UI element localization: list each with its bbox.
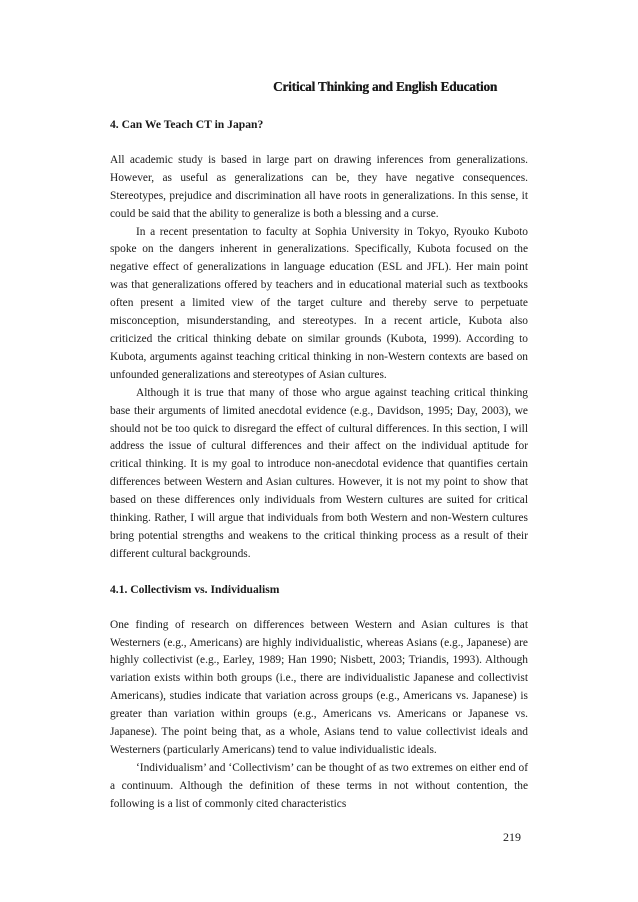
- paragraph: All academic study is based in large part on drawing inferences from generalizations. However, as useful as generalizations can be, they have negative consequences. Stereotypes, prejudice and discrimination all have roots in generalizations. In this sense, it could be said that the ability to generalize is both a blessing and a curse.: [110, 153, 528, 220]
- paragraph: One finding of research on differences between Western and Asian cultures is that Westerners (e.g., Americans) are highly individualistic, whereas Asians (e.g., Japanese) are highly collectivist (e.g., Earley, 1989; Han 1990; Nisbett, 2003; Triandis, 1993). Although variation exists within both groups (i.e., there are individualistic Japanese and collectivist Americans), studies indicate that variation across groups (e.g., Americans vs. Japanese) is greater than variation within groups (e.g., Americans vs. Americans or Japanese vs. Japanese). The point being that, as a whole, Asians tend to value collectivist ideals and Westerners (particularly Americans) tend to value individualistic ideals.: [110, 618, 528, 756]
- section-heading: 4. Can We Teach CT in Japan?: [110, 118, 264, 131]
- paragraph: ‘Individualism’ and ‘Collectivism’ can be thought of as two extremes on either end of a continuum. Although the definition of these terms in not without contention, the following is a list of commonly cited characteristics: [110, 761, 528, 810]
- paragraph: In a recent presentation to faculty at Sophia University in Tokyo, Ryouko Kuboto spoke on the dangers inherent in generalizations. Specifically, Kubota focused on the negative effect of generalizations in language education (ESL and JFL). Her main point was that generalizations offered by teachers and in educational material such as textbooks often present a limited view of the target culture and thereby serve to perpetuate misconception, misunderstanding, and stereotypes. In a recent article, Kubota also criticized the critical thinking debate on similar grounds (Kubota, 1999). According to Kubota, arguments against teaching critical thinking in non-Western contexts are based on unfounded generalizations and stereotypes of Asian cultures.: [110, 225, 528, 381]
- subsection-heading: 4.1. Collectivism vs. Individualism: [110, 582, 280, 596]
- running-header: Critical Thinking and English Education: [273, 79, 497, 94]
- paragraph: Although it is true that many of those who argue against teaching critical thinking base their arguments of limited anecdotal evidence (e.g., Davidson, 1995; Day, 2003), we should not be too quick to disregard the effect of cultural differences. In this section, I will address the issue of cultural differences and their affect on the individual aptitude for critical thinking. It is my goal to introduce non-anecdotal evidence that quantifies certain differences between Western and Asian cultures. However, it is not my point to show that based on these differences only individuals from Western cultures are suited for critical thinking. Rather, I will argue that individuals from both Western and non-Western cultures bring potential strengths and weakens to the critical thinking process as a result of their different cultural backgrounds.: [110, 386, 528, 560]
- page-body: [110, 116, 528, 814]
- page-number: 219: [503, 830, 521, 844]
